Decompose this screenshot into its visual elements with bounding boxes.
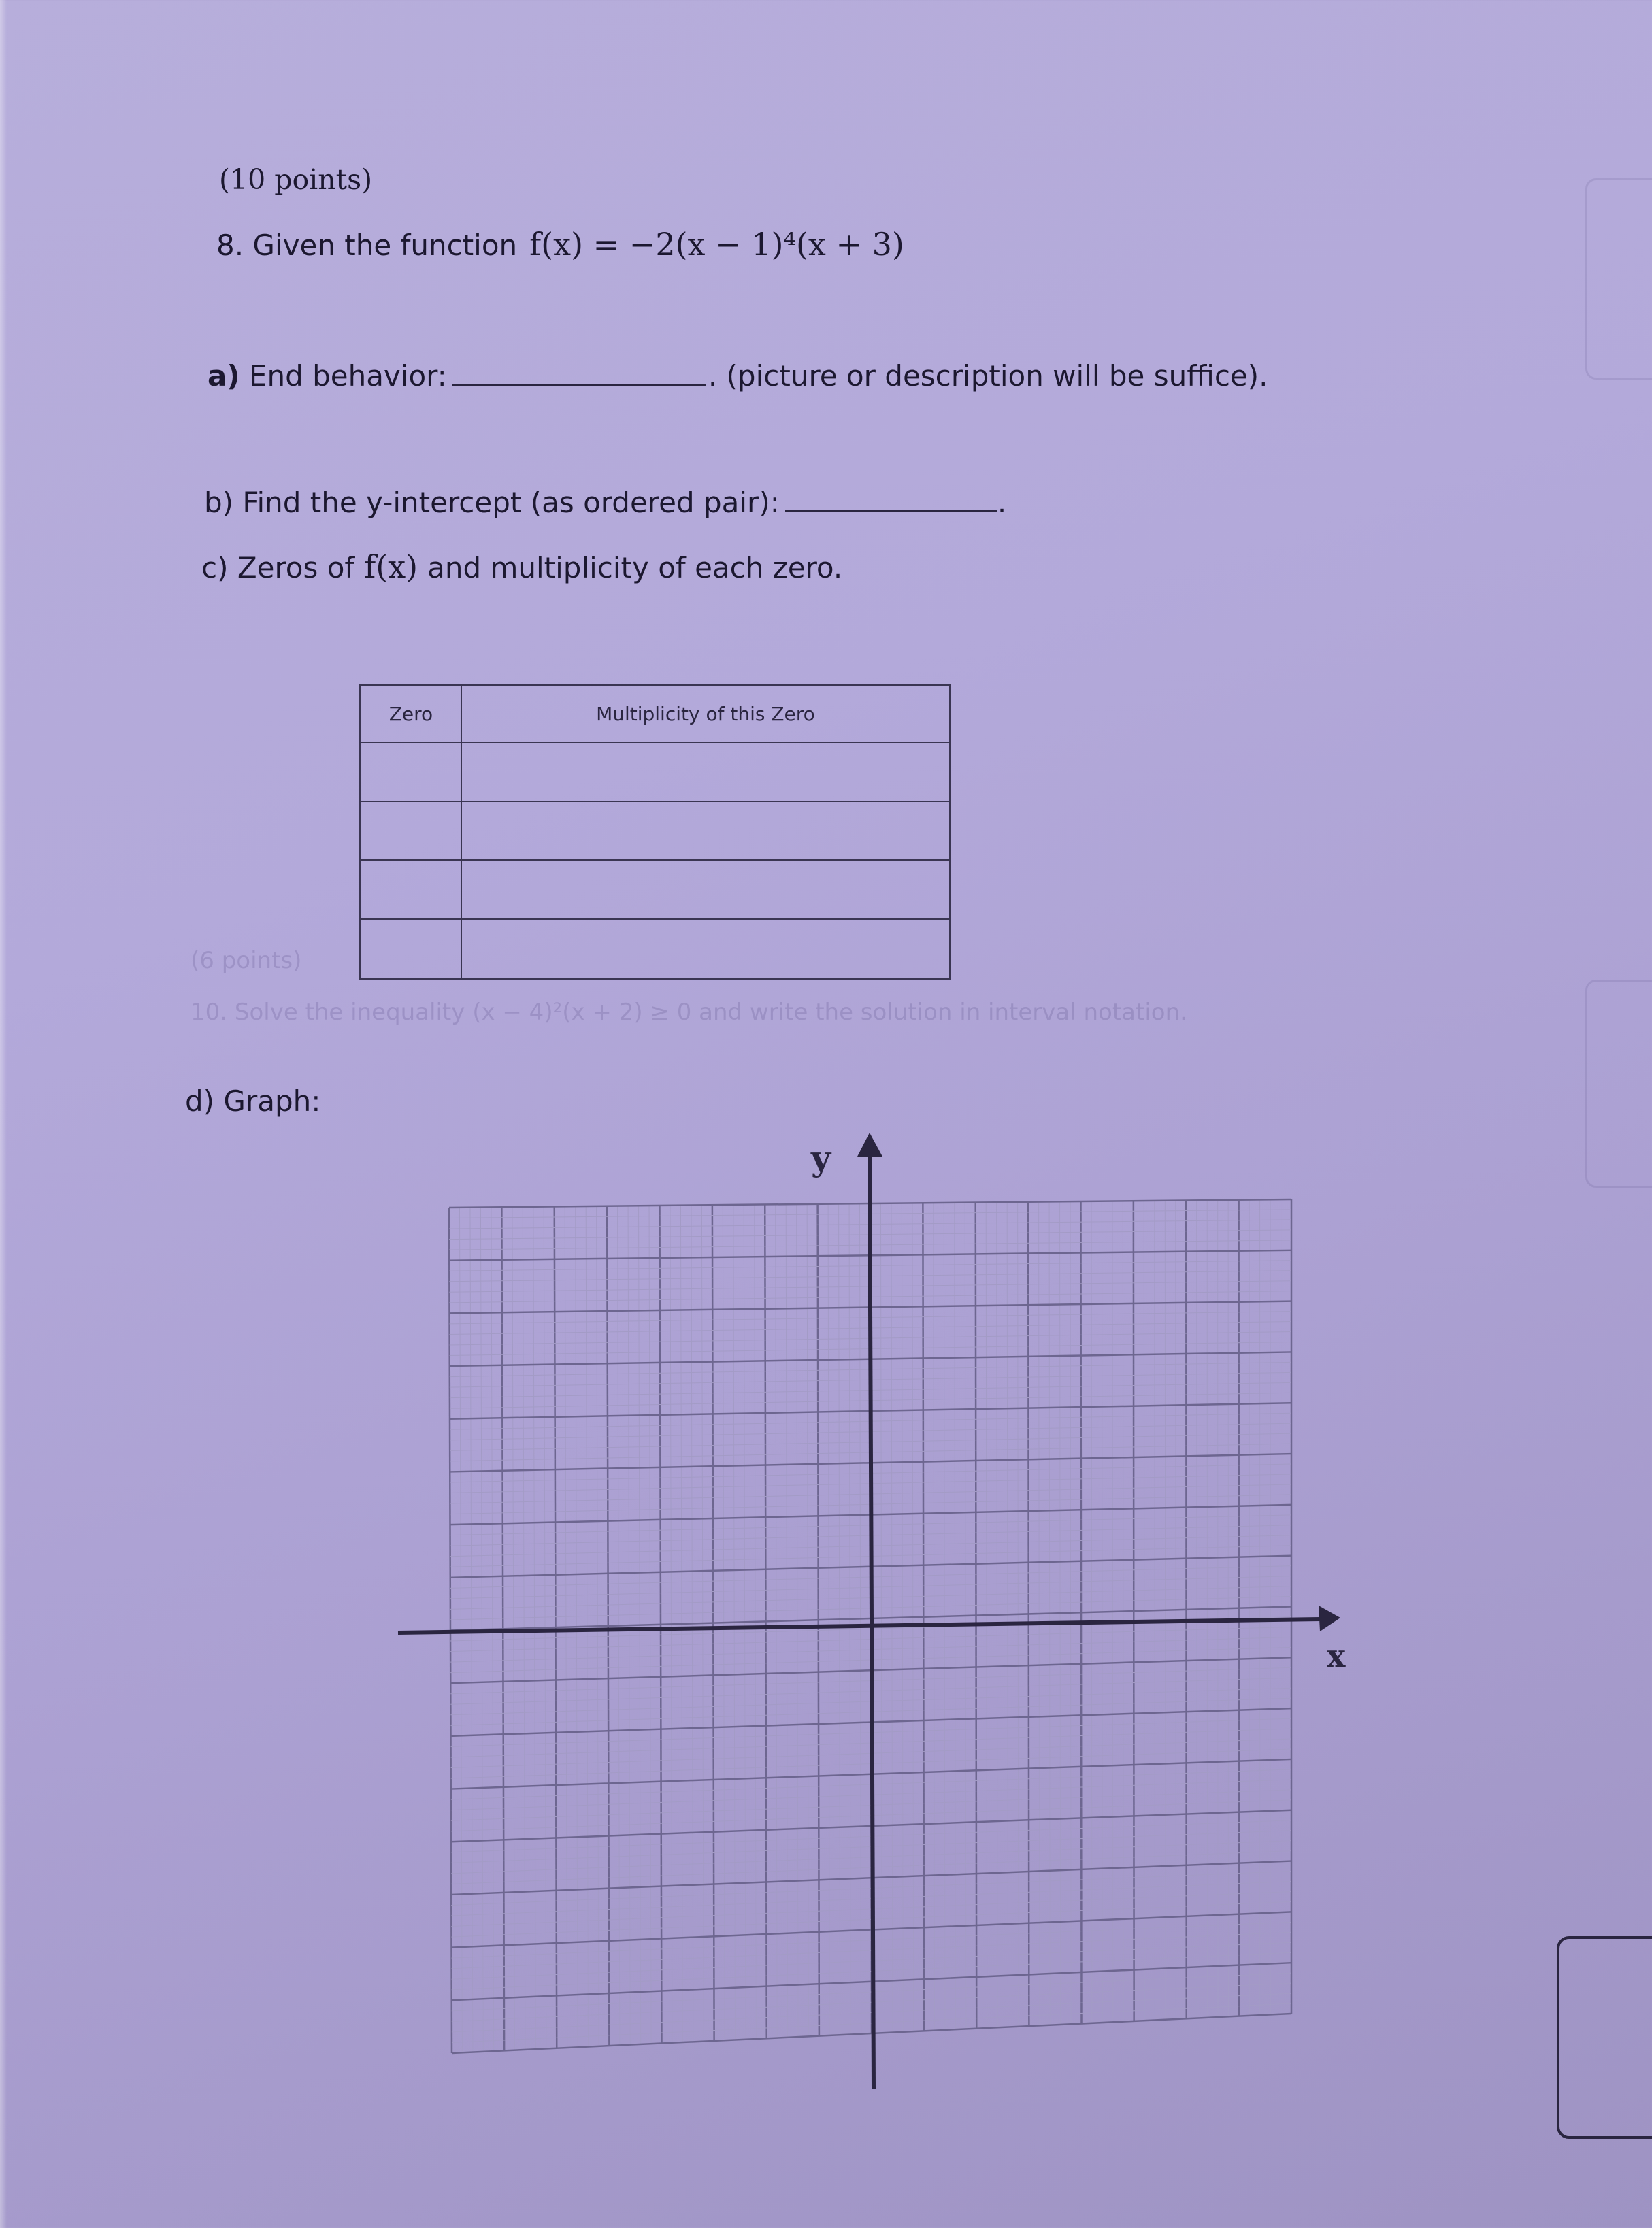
end-behavior-blank[interactable]: [452, 361, 706, 386]
y-axis: [870, 1153, 874, 2089]
x-axis-label: x: [1327, 1637, 1346, 1674]
part-a: [208, 359, 1268, 393]
bleed-through-points: (6 points): [191, 947, 302, 974]
bleed-through-question: 10. Solve the inequality (x − 4)²(x + 2) ≥ 0 and write the solution in interval notation.: [191, 999, 1187, 1026]
table-header-row: [361, 685, 951, 743]
part-d-label: d): [185, 1084, 215, 1118]
part-c-prefix: Zeros of: [237, 551, 355, 584]
zero-cell[interactable]: [361, 919, 461, 978]
zero-column-header: Zero: [361, 685, 461, 743]
y-axis-label: y: [811, 1138, 831, 1178]
zeros-table: [359, 684, 951, 980]
multiplicity-cell[interactable]: [461, 860, 951, 919]
multiplicity-column-header: Multiplicity of this Zero: [461, 685, 951, 743]
table-row: [361, 860, 951, 919]
part-b: [204, 487, 1006, 517]
points-label: (10 points): [219, 163, 373, 196]
part-b-label: b): [204, 486, 234, 519]
part-a-label: a): [208, 359, 240, 393]
zero-cell[interactable]: [361, 742, 461, 801]
answer-box: [1557, 1936, 1652, 2139]
part-a-trailing: . (picture or description will be suffice).: [708, 359, 1268, 393]
part-c: [201, 548, 843, 585]
page-edge: [0, 0, 7, 2228]
part-c-function: f(x): [364, 548, 418, 585]
part-d-text: Graph:: [223, 1084, 321, 1118]
x-axis-arrow-icon: [1319, 1606, 1340, 1631]
multiplicity-cell[interactable]: [461, 801, 951, 861]
faded-answer-box: [1585, 178, 1652, 380]
part-a-text: End behavior:: [248, 359, 447, 393]
part-c-suffix: and multiplicity of each zero.: [427, 551, 843, 584]
faded-answer-box: [1585, 980, 1652, 1188]
function-expression: f(x) = −2(x − 1)⁴(x + 3): [529, 226, 904, 263]
table-row: [361, 742, 951, 801]
question-label: 8. Given the function: [216, 229, 518, 262]
part-b-trailing: .: [997, 486, 1007, 519]
part-d: [185, 1084, 321, 1118]
question-8: [216, 226, 904, 263]
x-axis: [398, 1619, 1320, 1633]
y-axis-arrow-icon: [857, 1133, 882, 1157]
zero-cell[interactable]: [361, 801, 461, 861]
part-c-label: c): [201, 551, 229, 584]
multiplicity-cell[interactable]: [461, 919, 951, 978]
coordinate-graph[interactable]: [381, 1129, 1347, 2095]
part-b-text: Find the y-intercept (as ordered pair):: [242, 486, 780, 519]
y-intercept-blank[interactable]: [785, 487, 997, 512]
zero-cell[interactable]: [361, 860, 461, 919]
table-row: [361, 919, 951, 978]
multiplicity-cell[interactable]: [461, 742, 951, 801]
table-row: [361, 801, 951, 861]
